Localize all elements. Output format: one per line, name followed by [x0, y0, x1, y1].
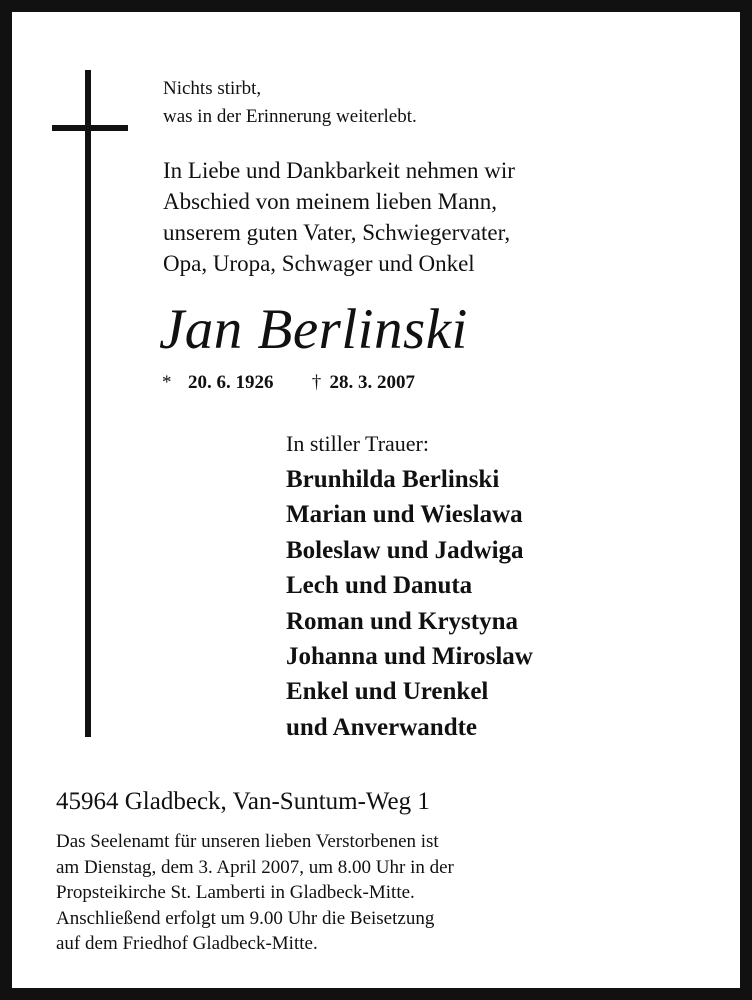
notice-line: auf dem Friedhof Gladbeck-Mitte.: [56, 933, 318, 954]
notice-line: Propsteikirche St. Lamberti in Gladbeck-Mitte.: [56, 882, 415, 903]
farewell-line: Abschied von meinem lieben Mann,: [163, 189, 498, 214]
life-dates: [162, 370, 415, 396]
notice-line: Das Seelenamt für unseren lieben Verstorbenen ist: [56, 831, 439, 852]
quote-line: was in der Erinnerung weiterlebt.: [163, 106, 417, 127]
mourner-name: Johanna und Miroslaw: [286, 643, 533, 671]
mourners-list: [286, 462, 533, 745]
mourner-name: und Anverwandte: [286, 713, 478, 741]
mourner-name: Enkel und Urenkel: [286, 678, 489, 706]
notice-line: am Dienstag, dem 3. April 2007, um 8.00 Uhr in der: [56, 856, 454, 878]
family-address: 45964 Gladbeck, Van-Suntum-Weg 1: [56, 788, 430, 815]
farewell-text: [163, 155, 515, 279]
death-date: 28. 3. 2007: [329, 372, 415, 393]
mourner-name: Roman und Krystyna: [286, 607, 518, 635]
mourner-name: Brunhilda Berlinski: [286, 466, 500, 493]
farewell-line: Opa, Uropa, Schwager und Onkel: [163, 251, 475, 276]
deceased-name: Jan Berlinski: [159, 298, 468, 361]
mourner-name: Lech und Danuta: [286, 572, 473, 600]
quote-line: Nichts stirbt,: [163, 78, 262, 99]
funeral-notice: [56, 829, 454, 957]
birth-date: 20. 6. 1926: [188, 372, 274, 393]
death-dagger-icon: †: [311, 372, 322, 393]
cross-vertical-bar: [85, 70, 91, 737]
mourning-label: In stiller Trauer:: [286, 431, 429, 456]
memorial-quote: [163, 75, 417, 131]
cross-horizontal-bar: [52, 125, 128, 131]
mourner-name: Marian und Wieslawa: [286, 501, 523, 529]
mourner-name: Boleslaw und Jadwiga: [286, 536, 524, 564]
farewell-line: unserem guten Vater, Schwiegervater,: [163, 220, 511, 245]
notice-line: Anschließend erfolgt um 9.00 Uhr die Beisetzung: [56, 907, 435, 929]
farewell-line: In Liebe und Dankbarkeit nehmen wir: [163, 158, 515, 183]
birth-star-icon: *: [162, 372, 172, 393]
